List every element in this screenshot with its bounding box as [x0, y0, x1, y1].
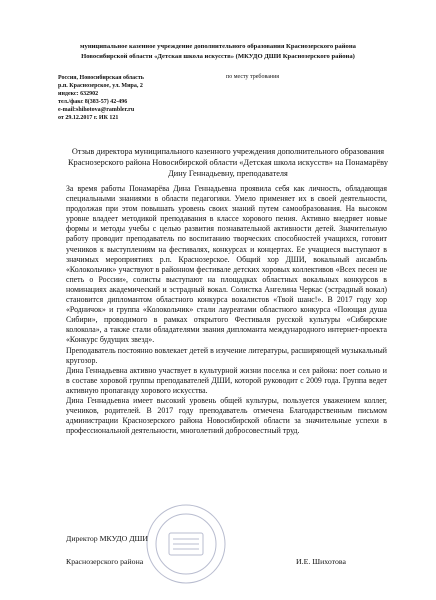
body-paragraph: Дина Геннадьевна имеет высокий уровень общей культуры, пользуется уважением коллег, учеников, родителей. В 2017 году преподаватель отмечена Благодарственным письмом администрации Краснозерского района Новосибирской области за значительные успехи в профессиональной деятельности, многолетний добросовестный труд.: [66, 395, 387, 436]
contact-phone: тел./факс 8(383-57) 42-496: [58, 99, 128, 105]
signature-title: Директор МКУДО ДШИ: [66, 534, 149, 543]
header-line-2: Новосибирской области «Детская школа искусств» (МКУДО ДШИ Краснозерского района): [81, 53, 355, 60]
document-title: Отзыв директора муниципального казенного учреждения дополнительного образования Краснозерского района Новосибирской области «Детская школа искусств» на Понамарёву Дину Геннадьевну, преподавателя: [68, 147, 388, 179]
signature-name: И.Е. Шихотова: [296, 557, 346, 566]
contact-postal-index: индекс: 632902: [58, 91, 99, 97]
body-paragraph: За время работы Понамарёва Дина Геннадьевна проявила себя как личность, обладающая специальными знаниями в области педагогики. Умело применяет их в своей деятельности, продолжая при этом повышать уровень своих знаний путем самообразования. На высоком уровне владеет методикой преподавания в классе хорового пения. Активно внедряет новые формы и методы учебы с целью развития познавательной активности детей. Значительную работу проводит преподаватель по воспитанию творческих способностей учащихся, готовит учеников к выступлениям на фестивалях, конкурсах и концертах. Ее учащиеся выступают в значимых мероприятиях р.п. Краснозерское. Общий хор ДШИ, вокальный ансамбль «Колокольчик» участвуют в районном фестивале детских хоровых коллективов «Всех песен не спеть о России», солисты выступают на площадках областных вокальных конкурсов в номинациях академический и эстрадный вокал. Солистка Ангелина Черкас (эстрадный вокал) становится дипломантом областного конкурса вокалистов «Твой шанс!». В 2017 году хор «Родничок» и группа «Колокольчик» стали лауреатами областного конкурса «Поющая душа Сибири», проводимого в рамках открытого Фестиваля русской культуры «Сибирские колокола», а также стали обладателями звания дипломанта международного интернет-проекта «Конкурс будущих звезд».: [66, 184, 387, 345]
document-body: [66, 184, 387, 436]
official-stamp: [145, 503, 227, 585]
signature-organization: Краснозерского района: [66, 557, 144, 566]
body-paragraph: Дина Геннадьевна активно участвует в культурной жизни поселка и сел района: поет сольно и в составе хоровой группы преподавателей ДШИ, которой руководит с 2009 года. Группа ведет активную пропаганду хорового искусства.: [66, 365, 387, 395]
contact-address-region: Россия, Новосибирская область: [58, 75, 144, 81]
body-paragraph: Преподаватель постоянно вовлекает детей в изучение литературы, расширяющей музыкальный кругозор.: [66, 345, 387, 365]
request-note: по месту требования: [226, 74, 280, 80]
contact-email: e-mail:shihotova@rambler.ru: [58, 107, 135, 113]
contact-block: [58, 74, 144, 122]
document-date-number: от 29.12.2017 г. ИК 121: [58, 115, 119, 121]
organization-header: [0, 42, 436, 62]
header-line-1: муниципальное казенное учреждение дополнительного образования Краснозерского района: [80, 43, 356, 50]
contact-address-street: р.п. Краснозерское, ул. Мира, 2: [58, 83, 143, 89]
